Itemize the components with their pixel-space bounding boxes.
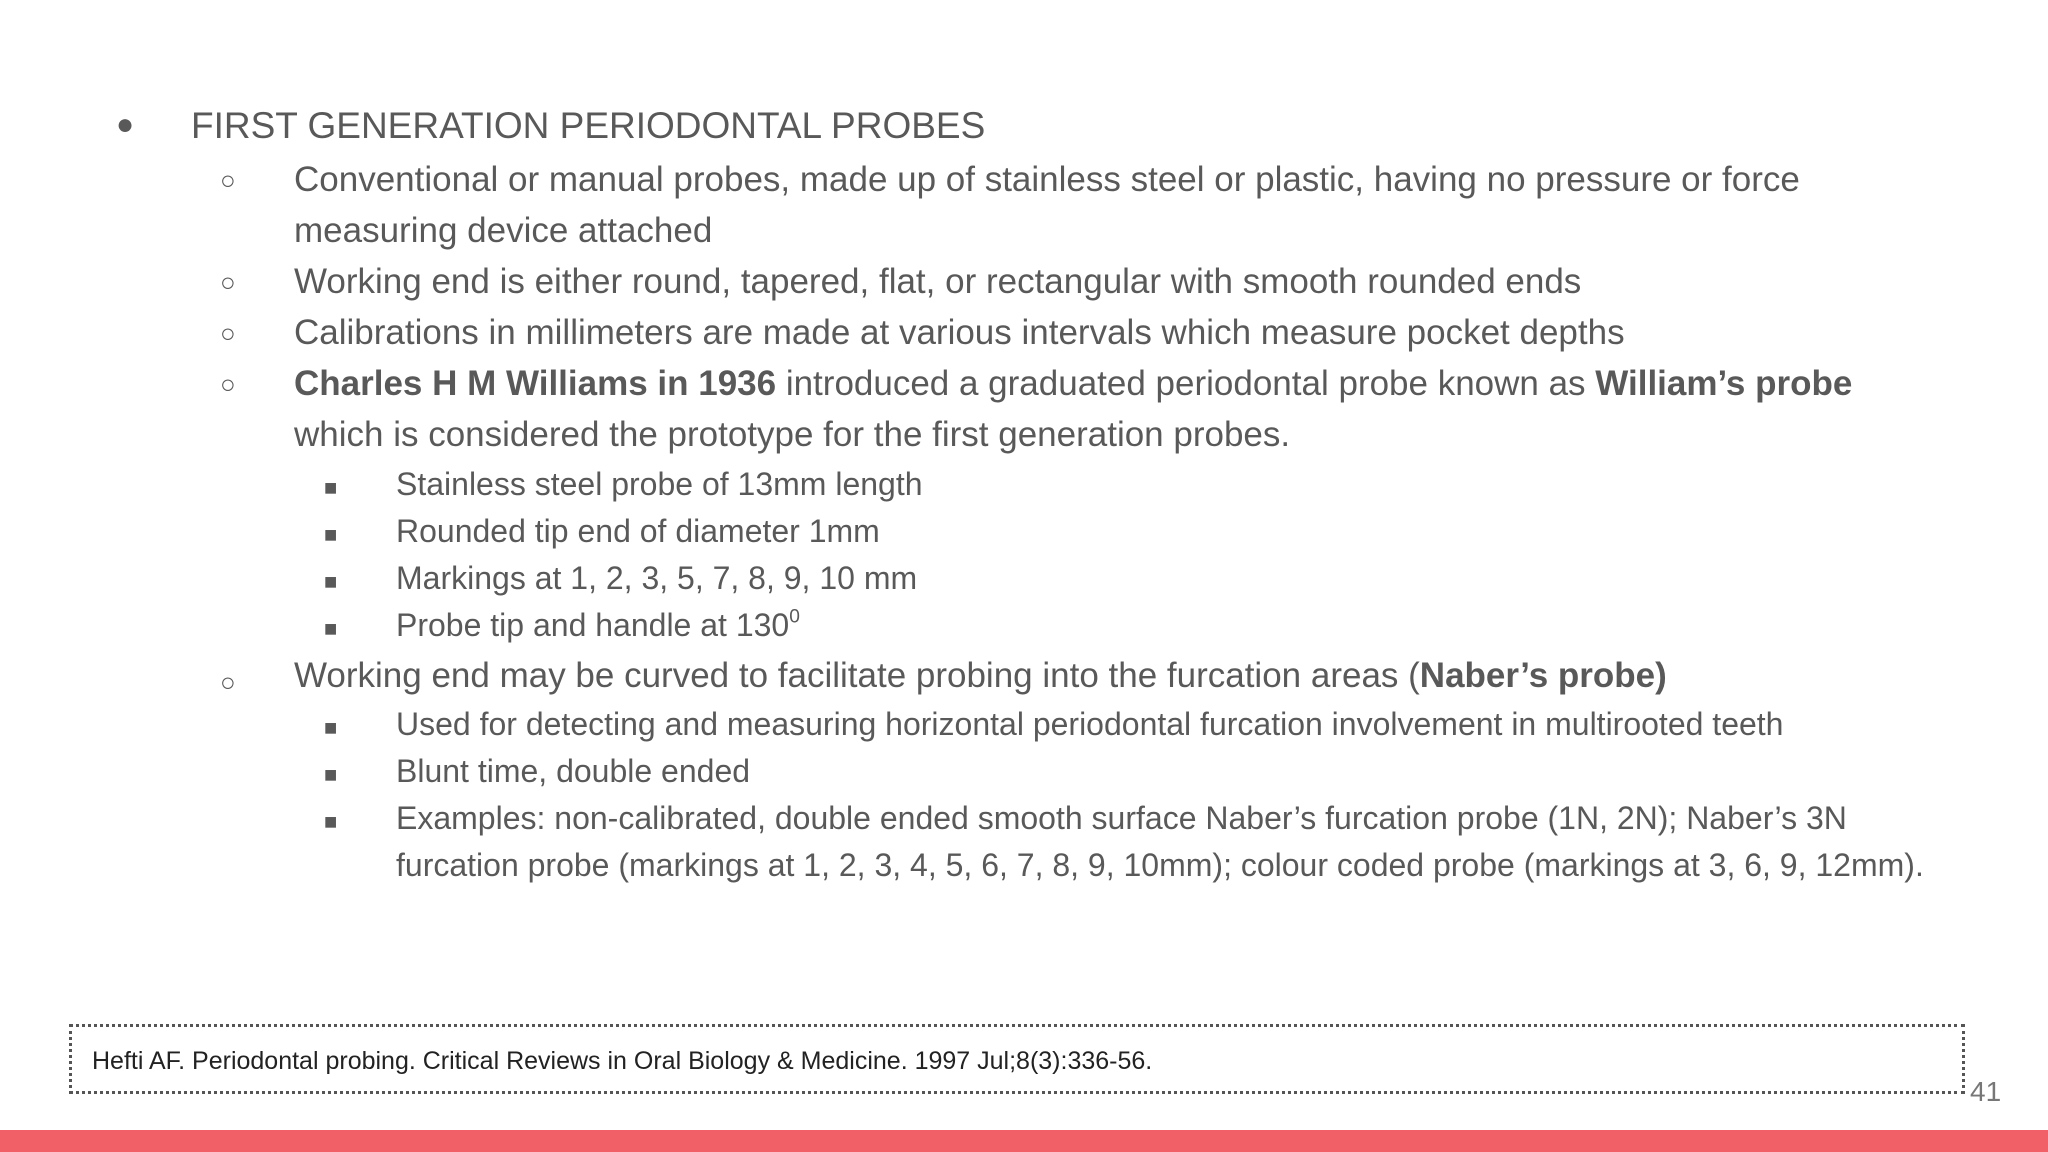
bullet-square: ■ [324,762,338,787]
sub-furcation-use: Used for detecting and measuring horizontal periodontal furcation involvement in multirooted teeth [396,706,1784,742]
nabers-probe-bold: Naber’s probe) [1419,656,1667,695]
bullet-conventional-probes: Conventional or manual probes, made up of stainless steel or plastic, having no pressure or force [294,160,1800,199]
bullet-circle: ○ [220,318,236,348]
bullet-circle: ○ [220,369,236,399]
section-heading: FIRST GENERATION PERIODONTAL PROBES [191,105,986,146]
bullet-williams-probe-cont: which is considered the prototype for the first generation probes. [294,415,1291,454]
sub-blunt-time: Blunt time, double ended [396,753,751,789]
bullet-disc: ● [116,108,135,141]
footer-accent-bar [0,1130,2048,1152]
bullet-circle: ○ [220,267,236,297]
sub-probe-angle [396,607,800,644]
bullet-working-end-shape: Working end is either round, tapered, flat, or rectangular with smooth rounded ends [294,262,1582,301]
bullet-square: ■ [324,809,338,834]
bullet-circle: ○ [220,165,236,195]
probe-angle-text: Probe tip and handle at 130 [396,607,790,643]
williams-1936-bold: Charles H M Williams in 1936 [294,364,777,403]
sub-examples: Examples: non-calibrated, double ended smooth surface Naber’s furcation probe (1N, 2N); Naber’s 3N [396,800,1847,836]
sub-examples-cont: furcation probe (markings at 1, 2, 3, 4, 5, 6, 7, 8, 9, 10mm); colour coded probe (markings at 3, 6, 9, 12mm). [396,847,1924,883]
nabers-intro-text: Working end may be curved to facilitate probing into the furcation areas ( [294,656,1420,695]
reference-citation: Hefti AF. Periodontal probing. Critical Reviews in Oral Biology & Medicine. 1997 Jul;8(3):336-56. [92,1047,1153,1075]
williams-intro-text: introduced a graduated periodontal probe known as [776,364,1596,403]
reference-box [69,1024,1965,1094]
bullet-conventional-probes-cont: measuring device attached [294,211,713,250]
williams-probe-bold: William’s probe [1595,364,1853,403]
bullet-nabers-probe [294,656,1667,696]
degree-superscript: 0 [789,606,800,628]
sub-markings: Markings at 1, 2, 3, 5, 7, 8, 9, 10 mm [396,560,918,596]
bullet-square: ■ [324,522,338,547]
sub-rounded-tip: Rounded tip end of diameter 1mm [396,513,880,549]
bullet-square: ■ [324,715,338,740]
sub-stainless-steel: Stainless steel probe of 13mm length [396,466,923,502]
bullet-calibrations: Calibrations in millimeters are made at various intervals which measure pocket depths [294,313,1625,352]
bullet-square: ■ [324,569,338,594]
bullet-square: ■ [324,616,338,641]
bullet-square: ■ [324,475,338,500]
page-number: 41 [1970,1076,2002,1107]
bullet-circle: ○ [220,667,236,697]
bullet-williams-probe [294,364,1852,404]
